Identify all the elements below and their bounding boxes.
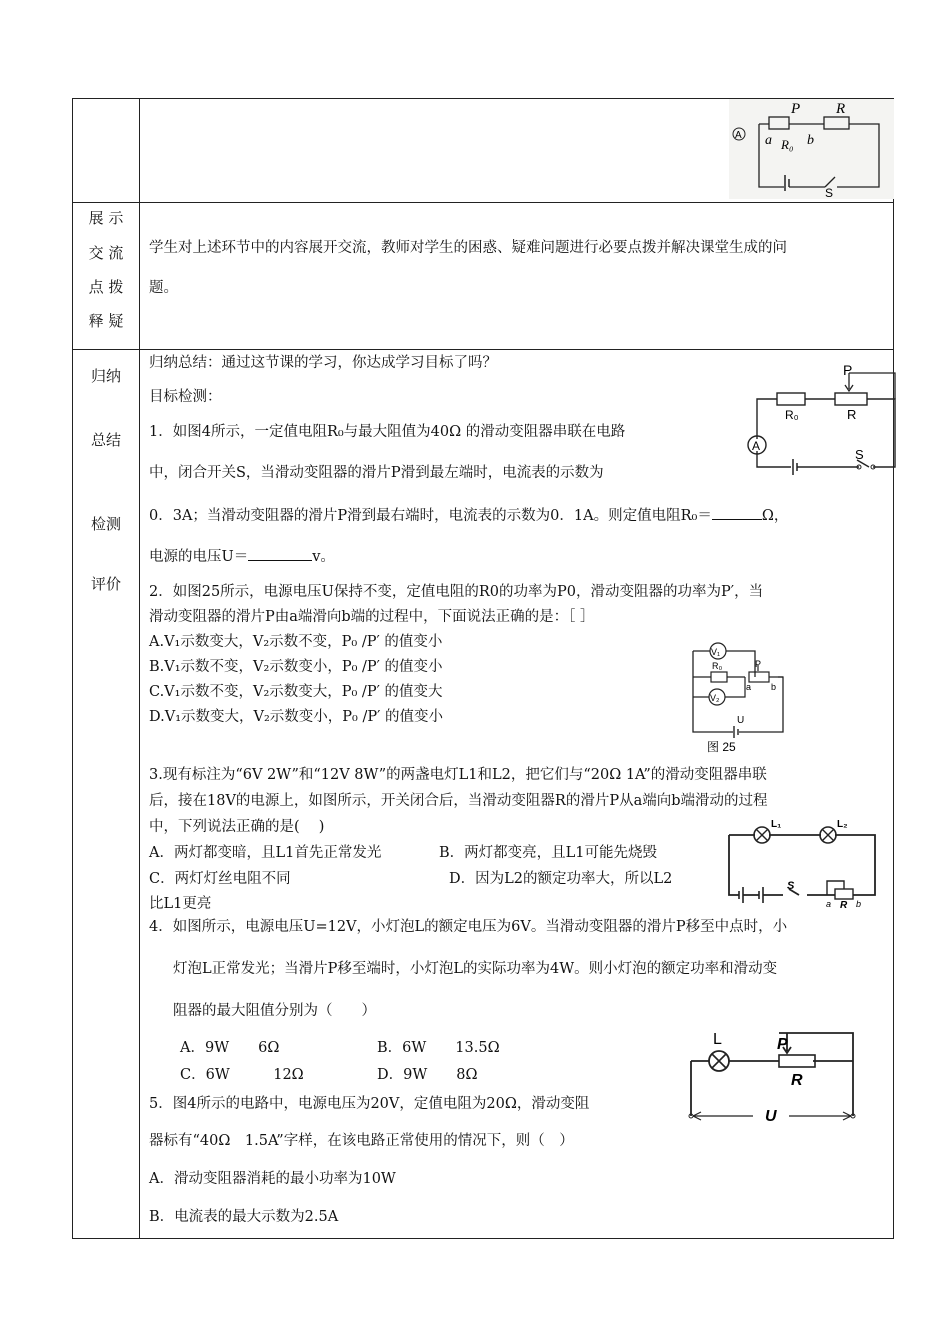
q3-line3: 中，下列说法正确的是( ) xyxy=(149,819,325,835)
q4-option-a: A．9W 6Ω xyxy=(180,1040,280,1056)
row-label-summary-1: 归纳 xyxy=(90,367,121,385)
fig25-label-V1: V₁ xyxy=(711,647,721,657)
q3-option-d: D．因为L2的额定功率大，所以L2 xyxy=(449,871,673,887)
fig25-caption: 图 25 xyxy=(707,740,736,754)
row-label-summary-2: 总结 xyxy=(90,431,121,449)
fig4-label-R0: R₀ xyxy=(785,408,799,422)
row-label-summary-4: 评价 xyxy=(90,575,121,593)
lamps-label-a: a xyxy=(826,899,832,909)
q1-line4-unit: v。 xyxy=(312,549,335,565)
q4-line2: 灯泡L正常发光；当滑片P移至端时，小灯泡L的实际功率为4W。则小灯泡的额定功率和滑动变 xyxy=(173,961,778,977)
fig25-label-R0: R₀ xyxy=(712,661,723,671)
label-S: S xyxy=(825,186,834,199)
lamps-label-S: S xyxy=(787,880,795,892)
lesson-table xyxy=(72,98,894,1239)
q4-label-L: L xyxy=(713,1031,722,1048)
q2-line1: 2．如图25所示，电源电压U保持不变，定值电阻的R0的功率为P0，滑动变阻器的功率为P′，当 xyxy=(149,584,764,600)
fig4-circuit xyxy=(737,365,897,477)
column-divider xyxy=(139,99,140,1238)
label-P: P xyxy=(791,101,801,117)
q5-option-b: B．电流表的最大示数为2.5A xyxy=(149,1209,339,1225)
q2-option-a: A.V₁示数变大，V₂示数不变，P₀ /P′ 的值变小 xyxy=(149,634,443,650)
q4-option-c: C．6W 12Ω xyxy=(180,1067,304,1083)
q3-option-b: B．两灯都变亮，且L1可能先烧毁 xyxy=(439,845,658,861)
q3-option-d-cont: 比L1更亮 xyxy=(149,896,212,912)
label-R: R xyxy=(836,101,846,117)
lamps-label-L1: L₁ xyxy=(771,819,782,830)
q1-line3 xyxy=(149,507,788,525)
row-label-display-4: 释 疑 xyxy=(88,312,124,330)
fig25-label-a: a xyxy=(746,682,752,692)
q4-label-U: U xyxy=(765,1108,777,1125)
q3-line2: 后，接在18V的电源上，如图所示，开关闭合后，当滑动变阻器R的滑片P从a端向b端滑动的过程 xyxy=(149,793,768,809)
fig25-label-b: b xyxy=(771,682,777,692)
row-label-display-1: 展 示 xyxy=(88,209,124,227)
label-b: b xyxy=(807,133,814,148)
label-R0: R₀ xyxy=(781,137,794,152)
q1-line3-unit: Ω， xyxy=(761,508,789,524)
q1-blank-r0[interactable] xyxy=(712,507,762,520)
detection-title: 目标检测： xyxy=(149,389,222,405)
fig4-label-A: A xyxy=(752,439,761,453)
fig4-label-P: P xyxy=(843,365,853,378)
q1-line2: 中，闭合开关S，当滑动变阻器的滑片P滑到最左端时，电流表的示数为 xyxy=(149,465,604,481)
q4-circuit xyxy=(683,1031,863,1129)
row-divider-1 xyxy=(73,202,893,203)
row-label-display-2: 交 流 xyxy=(88,244,124,262)
q5-option-a: A．滑动变阻器消耗的最小功率为10W xyxy=(149,1171,396,1187)
row-label-display-3: 点 拨 xyxy=(88,278,124,296)
label-A: A xyxy=(735,130,742,141)
q1-line3-text: 0．3A；当滑动变阻器的滑片P滑到最右端时，电流表的示数为0．1A。则定值电阻R₀＝ xyxy=(149,508,712,524)
q2-option-c: C.V₁示数不变，V₂示数变大，P₀ /P′ 的值变大 xyxy=(149,684,443,700)
q4-option-d: D．9W 8Ω xyxy=(377,1067,478,1083)
lamps-label-R: R xyxy=(840,900,848,909)
lamps-circuit xyxy=(723,809,883,909)
label-a: a xyxy=(765,133,772,148)
row-label-summary-3: 检测 xyxy=(90,515,121,533)
q5-line2: 器标有“40Ω 1.5A”字样，在该电路正常使用的情况下，则（ ） xyxy=(149,1133,574,1149)
q2-option-b: B.V₁示数不变，V₂示数变小，P₀ /P′ 的值变小 xyxy=(149,659,443,675)
q4-line1: 4．如图所示，电源电压U=12V，小灯泡L的额定电压为6V。当滑动变阻器的滑片P移至中点时，小 xyxy=(149,919,788,935)
q4-label-P: P xyxy=(777,1036,788,1053)
fig25-label-U: U xyxy=(737,715,745,726)
fig25-label-P: P xyxy=(755,659,762,669)
q1-blank-u[interactable] xyxy=(248,548,312,561)
fig25-circuit xyxy=(683,637,793,755)
q2-option-d: D.V₁示数变大，V₂示数变小，P₀ /P′ 的值变小 xyxy=(149,709,444,725)
display-content-line1: 学生对上述环节中的内容展开交流，教师对学生的困惑、疑难问题进行必要点拨并解决课堂生成的问 xyxy=(149,240,787,256)
q1-line4-text: 电源的电压U＝ xyxy=(149,549,249,565)
q3-option-a: A．两灯都变暗，且L1首先正常发光 xyxy=(149,845,382,861)
lamps-label-b: b xyxy=(856,899,862,909)
q2-line2: 滑动变阻器的滑片P由a端滑向b端的过程中，下面说法正确的是：［ ］ xyxy=(149,609,595,625)
q3-option-c: C．两灯灯丝电阻不同 xyxy=(149,871,291,887)
fig25-label-V2: V₂ xyxy=(710,693,720,703)
q1-line1: 1．如图4所示，一定值电阻R₀与最大阻值为40Ω 的滑动变阻器串联在电路 xyxy=(149,424,626,440)
q4-option-b: B．6W 13.5Ω xyxy=(377,1040,500,1056)
row-divider-2 xyxy=(73,349,893,350)
display-content-line2: 题。 xyxy=(149,280,178,296)
fig4-label-R: R xyxy=(847,407,857,422)
q4-line3: 阻器的最大阻值分别为（ ） xyxy=(173,1003,376,1019)
fig4-label-S: S xyxy=(855,447,864,462)
q5-line1: 5．图4所示的电路中，电源电压为20V，定值电阻为20Ω，滑动变阻 xyxy=(149,1096,590,1112)
q3-line1: 3.现有标注为“6V 2W”和“12V 8W”的两盏电灯L1和L2，把它们与“20Ω 1A”的滑动变阻器串联 xyxy=(149,767,767,783)
top-circuit-figure xyxy=(729,99,894,199)
q1-line4 xyxy=(149,548,335,566)
lamps-label-L2: L₂ xyxy=(837,819,848,830)
q4-label-R: R xyxy=(791,1072,803,1089)
summary-title: 归纳总结：通过这节课的学习，你达成学习目标了吗？ xyxy=(149,355,497,371)
